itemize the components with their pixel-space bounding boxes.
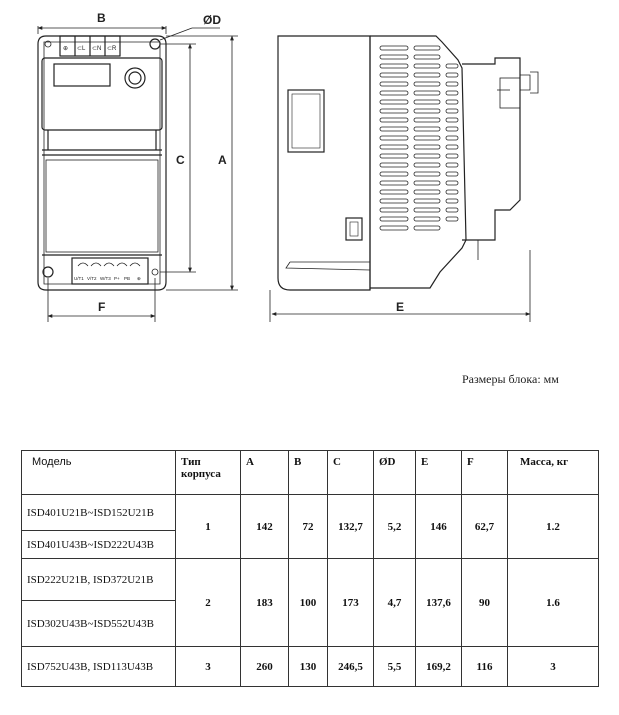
side-vents xyxy=(380,46,458,230)
header-model: Модель xyxy=(22,451,176,495)
vent-slot xyxy=(446,172,458,176)
header-a: A xyxy=(241,451,289,495)
vent-slot xyxy=(380,181,408,185)
dim-label-b: B xyxy=(97,11,106,25)
vent-slot xyxy=(414,217,440,221)
vent-slot xyxy=(446,82,458,86)
vent-slot xyxy=(414,145,440,149)
vent-slot xyxy=(446,163,458,167)
type-cell: 1 xyxy=(176,495,241,559)
vent-slot xyxy=(380,145,408,149)
vent-slot xyxy=(414,73,440,77)
dimension-b xyxy=(38,26,166,34)
vent-slot xyxy=(446,217,458,221)
vent-slot xyxy=(414,91,440,95)
vent-slot xyxy=(380,100,408,104)
header-mass: Масса, кг xyxy=(508,451,599,495)
vent-slot xyxy=(380,226,408,230)
vent-slot xyxy=(380,154,408,158)
vent-slot xyxy=(446,136,458,140)
vent-slot xyxy=(414,46,440,50)
b-cell: 100 xyxy=(289,559,328,647)
vent-slot xyxy=(414,181,440,185)
table-row xyxy=(22,647,599,687)
vent-slot xyxy=(414,154,440,158)
dim-label-f: F xyxy=(98,300,106,314)
d-cell: 4,7 xyxy=(374,559,416,647)
terminal-label: ⊕ xyxy=(63,46,69,52)
dim-label-c: C xyxy=(176,153,185,167)
f-cell: 90 xyxy=(462,559,508,647)
terminal-label: PB xyxy=(124,276,131,281)
mass-cell: 1.2 xyxy=(508,495,599,559)
vent-slot xyxy=(380,118,408,122)
vent-slot xyxy=(446,190,458,194)
e-cell: 146 xyxy=(416,495,462,559)
mass-cell: 1.6 xyxy=(508,559,599,647)
vent-slot xyxy=(414,190,440,194)
vent-slot xyxy=(446,208,458,212)
terminal-label: P+ xyxy=(114,276,120,281)
vent-slot xyxy=(446,181,458,185)
e-cell: 137,6 xyxy=(416,559,462,647)
terminal-label: ⊕ xyxy=(137,276,141,281)
table-header-row xyxy=(22,451,599,495)
terminal-label: U/T1 xyxy=(74,276,84,281)
model-cell: ISD752U43B, ISD113U43B xyxy=(22,647,176,687)
units-note: Размеры блока: мм xyxy=(462,372,559,386)
vent-slot xyxy=(414,163,440,167)
vent-slot xyxy=(380,46,408,50)
vent-slot xyxy=(414,208,440,212)
vent-slot xyxy=(414,127,440,131)
table-row xyxy=(22,559,599,601)
vent-slot xyxy=(414,199,440,203)
vent-slot xyxy=(380,55,408,59)
vent-slot xyxy=(380,82,408,86)
c-cell: 246,5 xyxy=(328,647,374,687)
d-cell: 5,5 xyxy=(374,647,416,687)
dim-label-a: A xyxy=(218,153,227,167)
type-cell: 2 xyxy=(176,559,241,647)
f-cell: 116 xyxy=(462,647,508,687)
mass-cell: 3 xyxy=(508,647,599,687)
vent-slot xyxy=(380,163,408,167)
header-f: F xyxy=(462,451,508,495)
header-b: B xyxy=(289,451,328,495)
vent-slot xyxy=(446,145,458,149)
c-cell: 132,7 xyxy=(328,495,374,559)
vent-slot xyxy=(446,109,458,113)
table-row xyxy=(22,495,599,531)
vent-slot xyxy=(414,55,440,59)
vent-slot xyxy=(414,118,440,122)
header-c: C xyxy=(328,451,374,495)
dimensions-table xyxy=(21,450,599,687)
front-view xyxy=(38,36,166,290)
vent-slot xyxy=(414,64,440,68)
vent-slot xyxy=(380,199,408,203)
vent-slot xyxy=(380,136,408,140)
terminal-label: V/T2 xyxy=(87,276,97,281)
f-cell: 62,7 xyxy=(462,495,508,559)
vent-slot xyxy=(380,127,408,131)
vent-slot xyxy=(446,100,458,104)
vent-slot xyxy=(414,172,440,176)
model-cell: ISD302U43B~ISD552U43B xyxy=(22,601,176,647)
d-cell: 5,2 xyxy=(374,495,416,559)
vent-slot xyxy=(414,100,440,104)
type-cell: 3 xyxy=(176,647,241,687)
model-cell: ISD401U21B~ISD152U21B xyxy=(22,495,176,531)
header-type: Тип корпуса xyxy=(176,451,241,495)
vent-slot xyxy=(380,208,408,212)
terminal-label: ⊂L xyxy=(77,46,86,52)
vent-slot xyxy=(380,217,408,221)
header-e: E xyxy=(416,451,462,495)
dim-label-e: E xyxy=(396,300,405,314)
terminal-label: ⊂N xyxy=(92,46,102,52)
vent-slot xyxy=(446,64,458,68)
vent-slot xyxy=(380,172,408,176)
e-cell: 169,2 xyxy=(416,647,462,687)
terminal-label: ⊂R xyxy=(107,46,117,52)
vent-slot xyxy=(446,127,458,131)
vent-slot xyxy=(414,136,440,140)
vent-slot xyxy=(446,73,458,77)
vent-slot xyxy=(446,91,458,95)
b-cell: 72 xyxy=(289,495,328,559)
vent-slot xyxy=(414,109,440,113)
b-cell: 130 xyxy=(289,647,328,687)
c-cell: 173 xyxy=(328,559,374,647)
vent-slot xyxy=(414,82,440,86)
vent-slot xyxy=(380,109,408,113)
model-cell: ISD401U43B~ISD222U43B xyxy=(22,531,176,559)
dimension-d xyxy=(160,28,220,40)
header-d: ØD xyxy=(374,451,416,495)
model-cell: ISD222U21B, ISD372U21B xyxy=(22,559,176,601)
vent-slot xyxy=(380,91,408,95)
terminal-label: W/T3 xyxy=(100,276,111,281)
dim-label-d: ØD xyxy=(203,13,221,27)
vent-slot xyxy=(446,154,458,158)
vent-slot xyxy=(446,199,458,203)
vent-slot xyxy=(414,226,440,230)
a-cell: 183 xyxy=(241,559,289,647)
vent-slot xyxy=(380,190,408,194)
vent-slot xyxy=(446,118,458,122)
a-cell: 142 xyxy=(241,495,289,559)
front-terminal-bottom-labels xyxy=(74,276,141,281)
a-cell: 260 xyxy=(241,647,289,687)
vent-slot xyxy=(380,73,408,77)
vent-slot xyxy=(380,64,408,68)
